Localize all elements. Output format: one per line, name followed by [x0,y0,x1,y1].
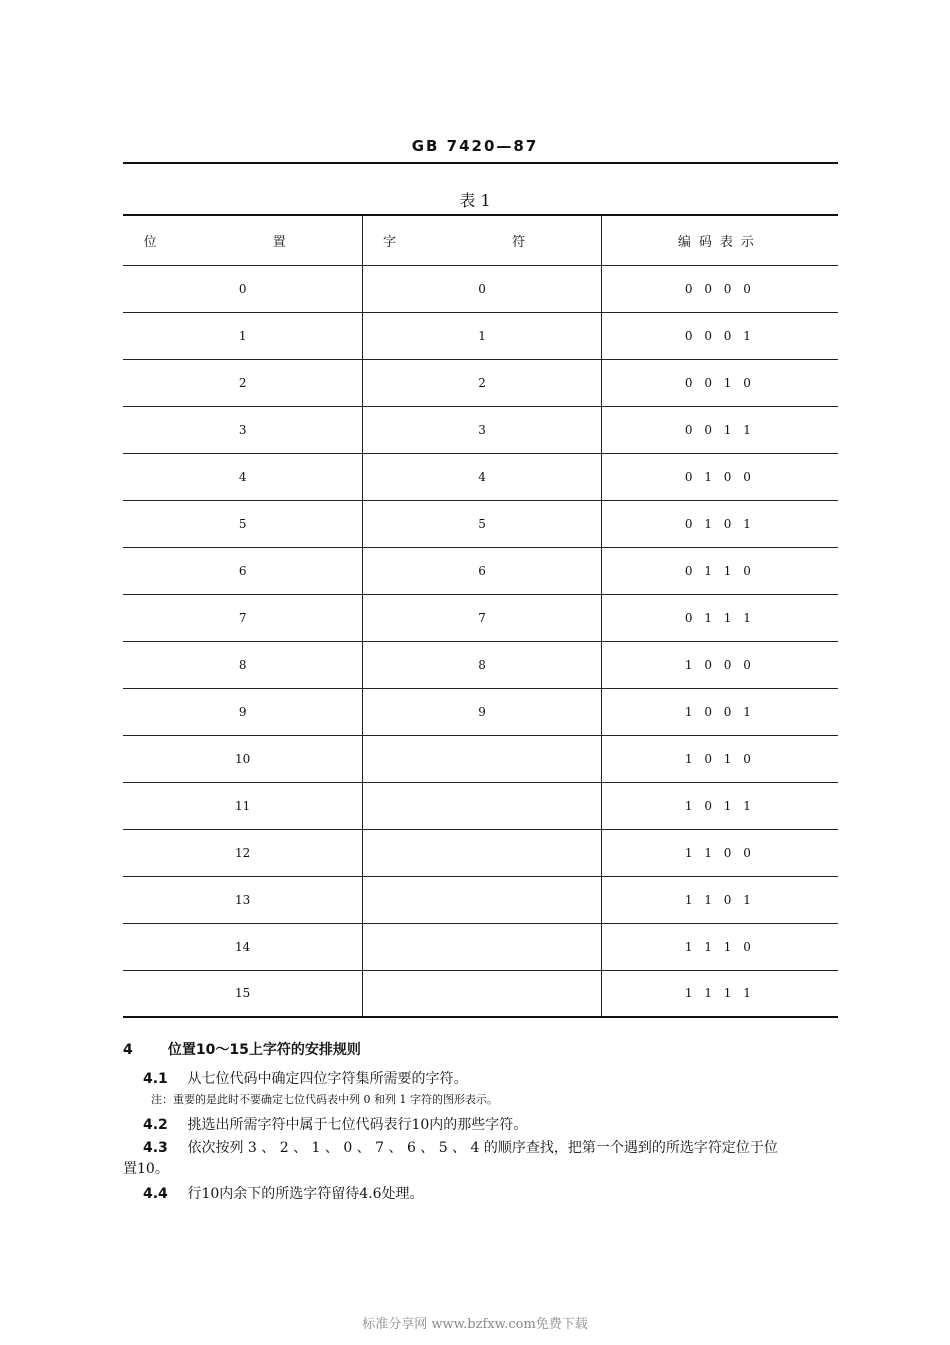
code-cell: 1 0 0 0 [601,641,838,688]
table-row [123,641,838,688]
rule-number: 4.2 [143,1116,168,1133]
table-row [123,876,838,923]
code-cell: 0 0 0 0 [601,265,838,312]
position-cell: 13 [123,876,363,923]
code-cell: 1 0 1 1 [601,782,838,829]
character-cell [363,970,601,1017]
rule-text: 行10内余下的所选字符留待4.6处理。 [187,1185,424,1202]
character-cell: 0 [363,265,601,312]
character-cell [363,829,601,876]
table-row [123,829,838,876]
character-cell: 1 [363,312,601,359]
table-caption: 表 1 [459,191,491,210]
position-cell: 7 [123,594,363,641]
code-cell: 0 0 1 1 [601,406,838,453]
rule-item [123,1115,838,1136]
position-cell: 3 [123,406,363,453]
table-row [123,359,838,406]
character-cell: 2 [363,359,601,406]
rule-number: 4.4 [143,1185,168,1202]
table-row [123,923,838,970]
code-table [123,214,838,1018]
table-row [123,406,838,453]
table-row [123,735,838,782]
position-cell: 11 [123,782,363,829]
position-cell: 12 [123,829,363,876]
rules-section [123,1040,838,1207]
position-cell: 14 [123,923,363,970]
table-row [123,265,838,312]
position-cell: 2 [123,359,363,406]
position-cell: 0 [123,265,363,312]
rule-text: 从七位代码中确定四位字符集所需要的字符。 [187,1071,468,1087]
table-row [123,312,838,359]
rule-item [123,1184,838,1205]
footer-watermark: 标准分享网 www.bzfxw.com免费下载 [362,1317,588,1332]
header-rule [123,162,838,164]
code-cell: 1 1 1 1 [601,970,838,1017]
section-title: 位置10～15上字符的安排规则 [167,1042,361,1058]
table-row [123,500,838,547]
character-cell [363,735,601,782]
position-cell: 10 [123,735,363,782]
code-cell: 0 0 0 1 [601,312,838,359]
character-cell [363,876,601,923]
table-row [123,547,838,594]
character-cell [363,782,601,829]
rule-continuation: 置10。 [123,1160,169,1177]
table-row [123,453,838,500]
table-row [123,970,838,1017]
header-code: 编码表示 [601,215,838,265]
position-cell: 6 [123,547,363,594]
code-cell: 1 0 1 0 [601,735,838,782]
table-header-row [123,215,838,265]
rule-note: 注：重要的是此时不要确定七位代码表中列 0 和列 1 字符的图形表示。 [151,1093,498,1106]
code-cell: 0 1 1 0 [601,547,838,594]
character-cell: 8 [363,641,601,688]
table-row [123,688,838,735]
rule-text: 挑选出所需字符中属于七位代码表行10内的那些字符。 [187,1116,528,1133]
table-row [123,782,838,829]
character-cell: 5 [363,500,601,547]
character-cell: 6 [363,547,601,594]
code-cell: 1 0 0 1 [601,688,838,735]
section-number: 4 [123,1042,133,1058]
code-cell: 1 1 0 1 [601,876,838,923]
position-cell: 1 [123,312,363,359]
rule-number: 4.1 [143,1071,168,1087]
table-row [123,594,838,641]
code-cell: 1 1 0 0 [601,829,838,876]
rule-number: 4.3 [143,1139,168,1156]
character-cell: 7 [363,594,601,641]
section-heading [123,1040,838,1061]
rule-item [123,1138,838,1159]
position-cell: 9 [123,688,363,735]
rule-item [123,1069,838,1090]
character-cell: 4 [363,453,601,500]
position-cell: 5 [123,500,363,547]
character-cell: 3 [363,406,601,453]
character-cell: 9 [363,688,601,735]
character-cell [363,923,601,970]
code-cell: 1 1 1 0 [601,923,838,970]
header-position: 位 置 [123,215,363,265]
document-header: GB 7420—87 [411,137,539,155]
rule-text: 依次按列 3 、 2 、 1 、 0 、 7 、 6 、 5 、 4 的顺序查找，把第一个遇到的所选字符定位于位 [187,1139,778,1156]
header-character: 字 符 [363,215,601,265]
position-cell: 4 [123,453,363,500]
code-cell: 0 1 0 0 [601,453,838,500]
position-cell: 15 [123,970,363,1017]
code-cell: 0 1 0 1 [601,500,838,547]
position-cell: 8 [123,641,363,688]
code-cell: 0 0 1 0 [601,359,838,406]
code-cell: 0 1 1 1 [601,594,838,641]
